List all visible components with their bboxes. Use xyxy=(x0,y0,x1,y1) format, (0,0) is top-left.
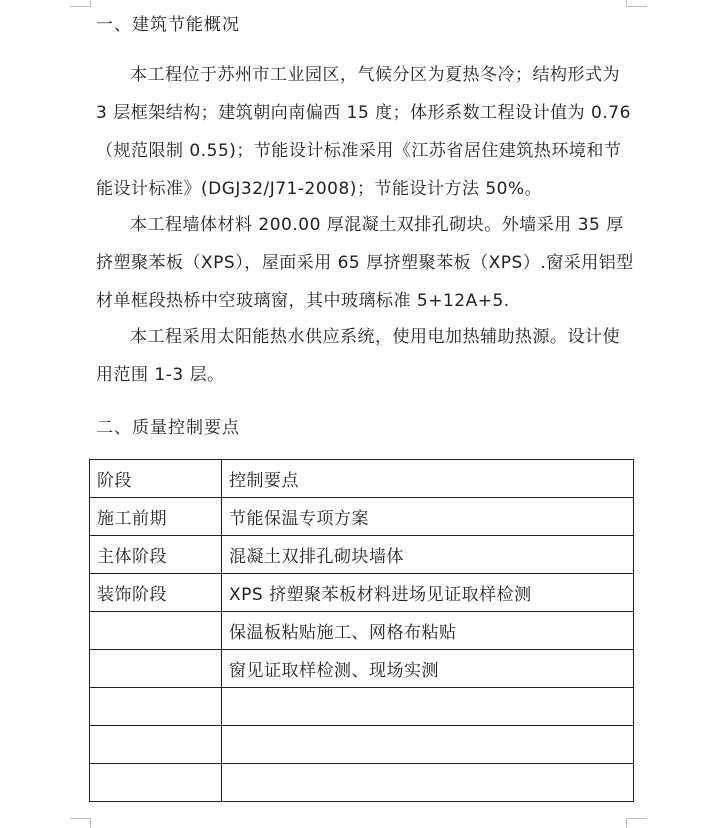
stage-cell: 主体阶段 xyxy=(90,536,222,574)
crop-mark-top-right xyxy=(626,0,647,7)
control-point-cell: 保温板粘贴施工、网格布粘贴 xyxy=(222,612,634,650)
table-row xyxy=(90,650,634,688)
stage-cell xyxy=(90,688,222,726)
crop-mark-top-left xyxy=(70,0,91,7)
header-cell-stage: 阶段 xyxy=(90,460,222,498)
control-point-cell xyxy=(222,764,634,802)
paragraph-solar-water: 本工程采用太阳能热水供应系统，使用电加热辅助热源。设计使用范围 1-3 层。 xyxy=(96,327,620,385)
stage-cell: 装饰阶段 xyxy=(90,574,222,612)
stage-cell xyxy=(90,650,222,688)
control-point-cell: 节能保温专项方案 xyxy=(222,498,634,536)
table-row xyxy=(90,574,634,612)
stage-cell xyxy=(90,764,222,802)
section-heading-quality-control: 二、质量控制要点 xyxy=(96,418,240,438)
control-point-cell xyxy=(222,688,634,726)
header-cell-control-points: 控制要点 xyxy=(222,460,634,498)
table-row xyxy=(90,726,634,764)
table-row xyxy=(90,498,634,536)
stage-cell xyxy=(90,726,222,764)
table-header-row xyxy=(90,460,634,498)
section-heading-energy-overview: 一、建筑节能概况 xyxy=(96,15,240,35)
table-row xyxy=(90,612,634,650)
control-point-cell: 窗见证取样检测、现场实测 xyxy=(222,650,634,688)
stage-cell xyxy=(90,612,222,650)
table-row xyxy=(90,764,634,802)
quality-control-table xyxy=(89,459,634,802)
stage-cell: 施工前期 xyxy=(90,498,222,536)
table-row xyxy=(90,688,634,726)
control-point-cell: XPS 挤塑聚苯板材料进场见证取样检测 xyxy=(222,574,634,612)
control-point-cell: 混凝土双排孔砌块墙体 xyxy=(222,536,634,574)
paragraph-project-location: 本工程位于苏州市工业园区，气候分区为夏热冬冷；结构形式为 3 层框架结构；建筑朝向南偏西 15 度；体形系数工程设计值为 0.76（规范限制 0.55)；节能设计标准采用《江苏省居住建筑热环境和节能设计标准》(DGJ32/J71-2008)；节能设计方法 50%。 xyxy=(96,65,631,199)
control-point-cell xyxy=(222,726,634,764)
table-row xyxy=(90,536,634,574)
paragraph-wall-materials: 本工程墙体材料 200.00 厚混凝土双排孔砌块。外墙采用 35 厚挤塑聚苯板（XPS），屋面采用 65 厚挤塑聚苯板（XPS）.窗采用铝型材单框段热桥中空玻璃窗，其中玻璃标准 5+12A+5. xyxy=(96,215,634,311)
